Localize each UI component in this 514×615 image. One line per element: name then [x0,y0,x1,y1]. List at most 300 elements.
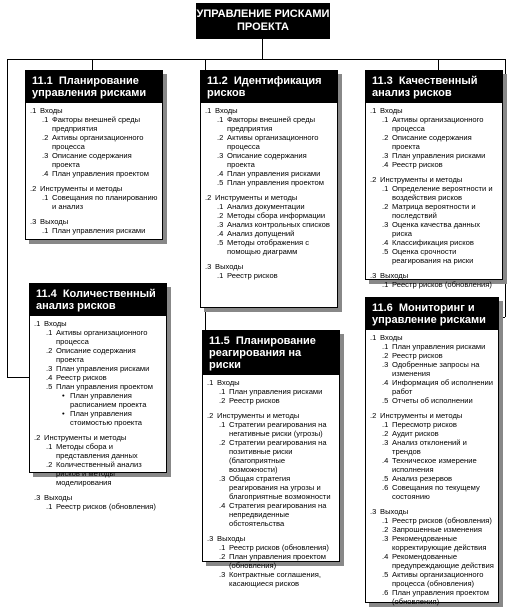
item-text: Анализ допущений [227,229,295,238]
item-number: .3 [219,570,226,579]
item-number: .1 [46,442,53,451]
list-item [382,552,494,570]
item-text: Одобренные запросы на изменения [392,360,480,378]
list-item [382,280,498,289]
panel-header [30,284,166,316]
item-text: Совещания по планированию и анализ [52,193,158,211]
list-item [217,202,333,211]
section-title [34,433,162,442]
list-item [46,346,162,364]
item-text: Контрактные соглашения, касающиеся рисков [229,570,321,588]
list-item [382,220,498,238]
panel-risk-response-planning [202,330,340,588]
item-text: План управления рисками [56,364,150,373]
item-text: План управления рисками [227,169,321,178]
item-text: Активы организационного процесса [392,115,484,133]
item-number: .2 [382,525,389,534]
section-number: .3 [30,217,37,226]
item-text: Анализ документации [227,202,305,211]
section-title [370,271,498,280]
item-text: Активы организационного процесса [52,133,144,151]
item-number: .5 [382,570,389,579]
list-item [382,378,494,396]
list-item [42,226,158,235]
item-text: План управления проектом [227,178,324,187]
item-text: Анализ резервов [392,474,453,483]
section-title [205,262,333,271]
section-label: Входы [217,378,240,387]
item-number: .3 [382,438,389,447]
section-label: Выходы [380,507,409,516]
section-number: .2 [30,184,37,193]
section-title [34,319,162,328]
panel-title: Количественный анализ рисков [36,288,156,312]
connector-left-rail [7,59,8,377]
panel-risk-identification [200,70,338,308]
item-text: Запрошенные изменения [392,525,482,534]
list-item [382,342,494,351]
item-number: .4 [382,378,389,387]
item-text: Аудит рисков [392,429,439,438]
section-number: .1 [370,106,377,115]
bullet-icon: • [62,409,65,418]
section-title [30,217,158,226]
item-text: Анализ контрольных списков [227,220,330,229]
panel-section [207,534,335,588]
item-number: .6 [382,483,389,492]
item-text: Информация об исполнении работ [392,378,494,396]
item-number: .2 [219,438,226,447]
list-item [46,328,162,346]
item-number: .2 [46,460,53,469]
panel-section [370,175,498,265]
item-number: .1 [382,516,389,525]
list-item [219,420,335,438]
list-item [382,438,494,456]
list-item [382,525,494,534]
item-number: .1 [42,193,49,202]
section-title [207,534,335,543]
item-number: .3 [382,534,389,543]
section-label: Входы [40,106,63,115]
section-label: Выходы [380,271,409,280]
list-item [382,570,494,588]
section-label: Входы [380,333,403,342]
item-number: .4 [217,229,224,238]
list-item [382,420,494,429]
list-item [382,247,498,265]
section-number: .2 [370,411,377,420]
item-number: .1 [217,115,224,124]
section-number: .3 [370,271,377,280]
item-text: Реестр рисков (обновления) [392,516,492,525]
item-text: План управления проектом [56,382,153,391]
item-number: .3 [382,360,389,369]
diagram-title: УПРАВЛЕНИЕ РИСКАМИ ПРОЕКТА [196,3,330,39]
item-number: .1 [46,328,53,337]
item-number: .4 [382,160,389,169]
item-text: Стратегии реагирования на негативные риски (угрозы) [229,420,327,438]
list-item [46,373,162,382]
panel-title: Качественный анализ рисков [372,75,478,99]
panel-section [205,193,333,256]
list-item [217,133,333,151]
section-title [370,333,494,342]
section-label: Инструменты и методы [40,184,123,193]
item-number: .1 [42,115,49,124]
item-text: Реестр рисков [392,351,443,360]
section-title [30,106,158,115]
list-item [219,552,335,570]
list-item [217,178,333,187]
item-number: .1 [219,543,226,552]
item-text: Факторы внешней среды предприятия [52,115,141,133]
section-label: Входы [380,106,403,115]
item-text: Отчеты об исполнении [392,396,473,405]
list-item [217,271,333,280]
panel-body [26,103,162,244]
section-label: Инструменты и методы [44,433,127,442]
list-item [219,387,335,396]
panel-section [30,184,158,211]
panel-number: 11.1 [32,75,53,87]
panel-section [205,106,333,187]
list-item [217,115,333,133]
item-text: Методы сбора и представления данных [56,442,138,460]
section-title [370,175,498,184]
section-number: .1 [30,106,37,115]
item-number: .1 [219,387,226,396]
panel-title: Планирование реагирования на риски [209,335,316,371]
panel-number: 11.3 [372,75,393,87]
section-title [205,193,333,202]
item-number: .2 [42,133,49,142]
list-item [46,364,162,373]
list-item [382,115,498,133]
item-text: Техническое измерение исполнения [392,456,477,474]
panel-section [34,319,162,427]
panel-section [370,271,498,289]
item-number: .5 [217,238,224,247]
sub-item [62,391,162,409]
list-item [382,456,494,474]
connector-p4 [7,377,29,378]
list-item [217,211,333,220]
list-item [382,360,494,378]
item-text: Стратегия реагирования на непредвиденные обстоятельства [229,501,327,528]
list-item [219,438,335,474]
list-item [382,351,494,360]
section-title [370,411,494,420]
item-text: Реестр рисков [227,271,278,280]
list-item [219,396,335,405]
item-number: .2 [382,202,389,211]
section-label: Входы [215,106,238,115]
item-text: Оценка качества данных риска [392,220,480,238]
item-text: Методы сбора информации [227,211,326,220]
connector-top-horizontal [7,59,505,60]
list-item [217,220,333,229]
sub-item [62,409,162,427]
item-number: .2 [217,211,224,220]
item-number: .3 [219,474,226,483]
item-text: Реестр рисков (обновления) [229,543,329,552]
item-number: .2 [382,429,389,438]
list-item [219,474,335,501]
list-item [46,460,162,487]
item-number: .4 [382,552,389,561]
item-text: Описание содержания проекта [52,151,132,169]
list-item [382,516,494,525]
section-label: Инструменты и методы [217,411,300,420]
list-item [42,115,158,133]
section-title [207,378,335,387]
section-number: .3 [34,493,41,502]
panel-header [366,298,498,330]
list-item [219,570,335,588]
item-text: Реестр рисков (обновления) [392,280,492,289]
panel-section [370,411,494,501]
item-number: .6 [382,588,389,597]
section-number: .2 [205,193,212,202]
panel-title: Мониторинг и управление рисками [372,302,486,326]
item-number: .1 [382,115,389,124]
item-text: Реестр рисков (обновления) [56,502,156,511]
item-number: .2 [219,552,226,561]
panel-header [201,71,337,103]
item-text: План управления рисками [392,151,486,160]
section-title [205,106,333,115]
list-item [42,193,158,211]
list-item [219,501,335,528]
panel-section [30,106,158,178]
item-number: .4 [382,456,389,465]
sub-item-text: План управления расписанием проекта [70,391,147,409]
list-item [217,229,333,238]
item-number: .5 [382,396,389,405]
section-label: Выходы [217,534,246,543]
list-item [382,588,494,606]
item-number: .2 [46,346,53,355]
item-number: .4 [217,169,224,178]
list-item [382,184,498,202]
section-label: Инструменты и методы [380,175,463,184]
panel-header [366,71,502,103]
section-label: Выходы [40,217,69,226]
section-number: .1 [205,106,212,115]
panel-section [30,217,158,235]
panel-section [207,378,335,405]
panel-title: Идентификация рисков [207,75,322,99]
list-item [42,169,158,178]
section-number: .2 [207,411,214,420]
panel-body [30,316,166,520]
list-item [217,169,333,178]
item-number: .3 [46,364,53,373]
panel-body [366,103,502,298]
item-text: Рекомендованные корректирующие действия [392,534,487,552]
item-text: Количественный анализ рисков и методы моделирования [56,460,142,487]
list-item [42,151,158,169]
section-number: .1 [34,319,41,328]
list-item [382,133,498,151]
section-title [34,493,162,502]
item-number: .2 [219,396,226,405]
item-number: .3 [382,151,389,160]
item-text: Активы организационного процесса [56,328,148,346]
list-item [382,534,494,552]
item-text: Реестр рисков [56,373,107,382]
item-number: .3 [217,151,224,160]
item-text: План управления рисками [229,387,323,396]
list-item [382,160,498,169]
item-number: .2 [217,133,224,142]
item-text: План управления рисками [392,342,486,351]
list-item [42,133,158,151]
panel-section [205,262,333,280]
list-item [46,442,162,460]
connector-right-rail [505,59,506,317]
item-number: .3 [217,220,224,229]
item-number: .1 [382,420,389,429]
item-text: Стратегии реагирования на позитивные риски (благоприятные возможности) [229,438,327,474]
connector-p3 [438,59,439,70]
connector-p6 [499,317,505,318]
list-item [382,202,498,220]
section-title [370,106,498,115]
panel-section [34,433,162,487]
panel-risk-monitoring-control [365,297,499,606]
panel-header [203,331,339,375]
item-number: .4 [219,501,226,510]
item-number: .1 [382,280,389,289]
item-number: .1 [46,502,53,511]
panel-section [207,411,335,528]
list-item [46,382,162,391]
item-number: .4 [382,238,389,247]
item-text: Описание содержания проекта [392,133,472,151]
list-item [217,151,333,169]
item-text: План управления проектом [52,169,149,178]
section-label: Инструменты и методы [215,193,298,202]
section-number: .1 [370,333,377,342]
bullet-icon: • [62,391,65,400]
item-text: Реестр рисков [392,160,443,169]
item-number: .1 [382,184,389,193]
item-number: .4 [42,169,49,178]
item-text: Факторы внешней среды предприятия [227,115,316,133]
item-text: Анализ отклонений и трендов [392,438,467,456]
list-item [217,238,333,256]
item-text: Описание содержания проекта [56,346,136,364]
item-text: План управления проектом (обновления) [392,588,489,606]
connector-p1 [92,59,93,70]
item-text: Методы отображения с помощью диаграмм [227,238,310,256]
panel-body [201,103,337,289]
panel-header [26,71,162,103]
section-title [30,184,158,193]
item-number: .5 [382,474,389,483]
panel-title: Планирование управления рисками [32,75,147,99]
connector-top-vertical [262,39,263,59]
panel-section [34,493,162,511]
item-number: .1 [219,420,226,429]
item-text: Определение вероятности и воздействия рисков [392,184,493,202]
item-number: .1 [217,202,224,211]
item-text: Пересмотр рисков [392,420,457,429]
panel-quantitative-risk-analysis [29,283,167,511]
item-text: Активы организационного процесса [227,133,319,151]
item-number: .3 [42,151,49,160]
item-text: Матрица вероятности и последствий [392,202,476,220]
section-label: Выходы [44,493,73,502]
item-text: Активы организационного процесса (обновления) [392,570,484,588]
panel-qualitative-risk-analysis [365,70,503,289]
item-text: План управления проектом (обновления) [229,552,326,570]
section-number: .2 [34,433,41,442]
panel-risk-management-planning [25,70,163,240]
section-title [207,411,335,420]
section-label: Выходы [215,262,244,271]
section-number: .3 [207,534,214,543]
list-item [382,151,498,160]
panel-number: 11.6 [372,302,393,314]
panel-section [370,333,494,405]
item-number: .1 [42,226,49,235]
item-text: План управления рисками [52,226,146,235]
list-item [382,429,494,438]
section-number: .3 [205,262,212,271]
item-number: .2 [382,133,389,142]
list-item [382,483,494,501]
item-number: .1 [382,342,389,351]
item-text: Оценка срочности реагирования на риски [392,247,474,265]
panel-section [370,106,498,169]
list-item [382,238,498,247]
section-number: .2 [370,175,377,184]
item-number: .5 [217,178,224,187]
sub-item-text: План управления стоимостью проекта [70,409,142,427]
item-text: Совещания по текущему состоянию [392,483,480,501]
item-text: Реестр рисков [229,396,280,405]
panel-number: 11.2 [207,75,228,87]
section-number: .3 [370,507,377,516]
item-text: Классификация рисков [392,238,474,247]
list-item [382,474,494,483]
item-number: .5 [46,382,53,391]
item-text: Общая стратегия реагирования на угрозы и благоприятные возможности [229,474,331,501]
list-item [219,543,335,552]
list-item [382,396,494,405]
panel-number: 11.5 [209,335,230,347]
item-number: .5 [382,247,389,256]
item-number: .2 [382,351,389,360]
section-label: Инструменты и методы [380,411,463,420]
item-number: .4 [46,373,53,382]
panel-section [370,507,494,606]
panel-body [203,375,339,597]
section-number: .1 [207,378,214,387]
list-item [46,502,162,511]
panel-body [366,330,498,615]
section-title [370,507,494,516]
item-text: Описание содержания проекта [227,151,307,169]
item-text: Рекомендованные предупреждающие действия [392,552,494,570]
item-number: .3 [382,220,389,229]
item-number: .1 [217,271,224,280]
panel-number: 11.4 [36,288,57,300]
section-label: Входы [44,319,67,328]
